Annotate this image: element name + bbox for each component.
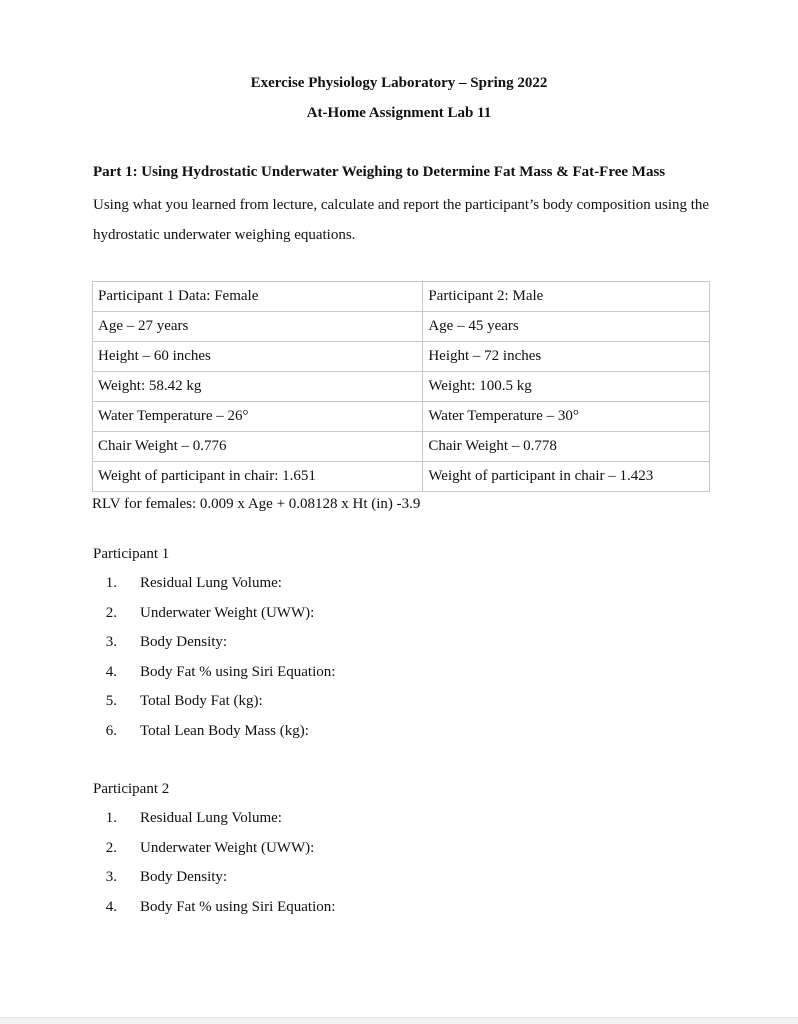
list-item bbox=[93, 687, 335, 717]
item-number: 3. bbox=[105, 634, 117, 650]
item-text: Underwater Weight (UWW): bbox=[140, 604, 315, 621]
item-number: 6. bbox=[105, 722, 117, 739]
table-cell: Water Temperature – 30° bbox=[423, 402, 710, 432]
participant-data-table bbox=[92, 281, 710, 492]
participant1-label: Participant 1 bbox=[93, 546, 170, 562]
table-cell: Height – 60 inches bbox=[93, 342, 423, 372]
participant2-label: Participant 2 bbox=[93, 781, 170, 797]
table-cell: Height – 72 inches bbox=[423, 342, 710, 372]
item-text: Residual Lung Volume: bbox=[140, 810, 282, 826]
item-text: Residual Lung Volume: bbox=[140, 575, 282, 591]
part1-instructions: Using what you learned from lecture, calculate and report the participant’s body composition using the hydrostatic underwater weighing equations. bbox=[93, 197, 710, 243]
table-cell: Chair Weight – 0.778 bbox=[423, 432, 710, 462]
list-item bbox=[93, 569, 335, 599]
item-number: 4. bbox=[105, 663, 117, 680]
table-row bbox=[93, 432, 710, 462]
rlv-equation: RLV for females: 0.009 x Age + 0.08128 x Ht (in) -3.9 bbox=[92, 496, 421, 512]
list-item bbox=[93, 599, 335, 629]
item-number: 3. bbox=[105, 869, 117, 885]
item-number: 2. bbox=[105, 839, 117, 856]
list-item bbox=[93, 804, 335, 834]
page-bottom-edge bbox=[0, 1017, 798, 1024]
participant1-questions bbox=[93, 569, 335, 746]
item-number: 2. bbox=[105, 604, 117, 621]
table-row bbox=[93, 282, 710, 312]
list-item bbox=[93, 628, 335, 658]
item-text: Body Density: bbox=[140, 634, 228, 650]
course-title: Exercise Physiology Laboratory – Spring 2022 bbox=[250, 75, 548, 91]
item-number: 1. bbox=[105, 575, 117, 591]
table-cell: Age – 27 years bbox=[93, 312, 423, 342]
table-cell: Participant 1 Data: Female bbox=[93, 282, 423, 312]
item-text: Body Fat % using Siri Equation: bbox=[140, 663, 336, 680]
list-item bbox=[93, 893, 335, 923]
table-row bbox=[93, 372, 710, 402]
item-number: 1. bbox=[105, 810, 117, 826]
list-item bbox=[93, 834, 335, 864]
item-number: 5. bbox=[105, 693, 117, 709]
table-cell: Weight: 58.42 kg bbox=[93, 372, 423, 402]
table-row bbox=[93, 402, 710, 432]
part1-heading: Part 1: Using Hydrostatic Underwater Weighing to Determine Fat Mass & Fat-Free Mass bbox=[93, 164, 666, 180]
table-cell: Participant 2: Male bbox=[423, 282, 710, 312]
table-cell: Weight of participant in chair: 1.651 bbox=[93, 462, 423, 492]
table-cell: Age – 45 years bbox=[423, 312, 710, 342]
item-text: Body Density: bbox=[140, 869, 228, 885]
assignment-title: At-Home Assignment Lab 11 bbox=[306, 105, 492, 121]
list-item bbox=[93, 658, 335, 688]
list-item bbox=[93, 717, 335, 747]
item-text: Underwater Weight (UWW): bbox=[140, 839, 315, 856]
item-text: Total Body Fat (kg): bbox=[140, 693, 263, 709]
item-text: Body Fat % using Siri Equation: bbox=[140, 898, 336, 915]
list-item bbox=[93, 863, 335, 893]
table-cell: Weight: 100.5 kg bbox=[423, 372, 710, 402]
table-cell: Weight of participant in chair – 1.423 bbox=[423, 462, 710, 492]
item-text: Total Lean Body Mass (kg): bbox=[140, 722, 309, 739]
table-row bbox=[93, 312, 710, 342]
table-cell: Chair Weight – 0.776 bbox=[93, 432, 423, 462]
item-number: 4. bbox=[105, 898, 117, 915]
table-cell: Water Temperature – 26° bbox=[93, 402, 423, 432]
table-row bbox=[93, 342, 710, 372]
participant2-questions bbox=[93, 804, 335, 922]
table-row bbox=[93, 462, 710, 492]
